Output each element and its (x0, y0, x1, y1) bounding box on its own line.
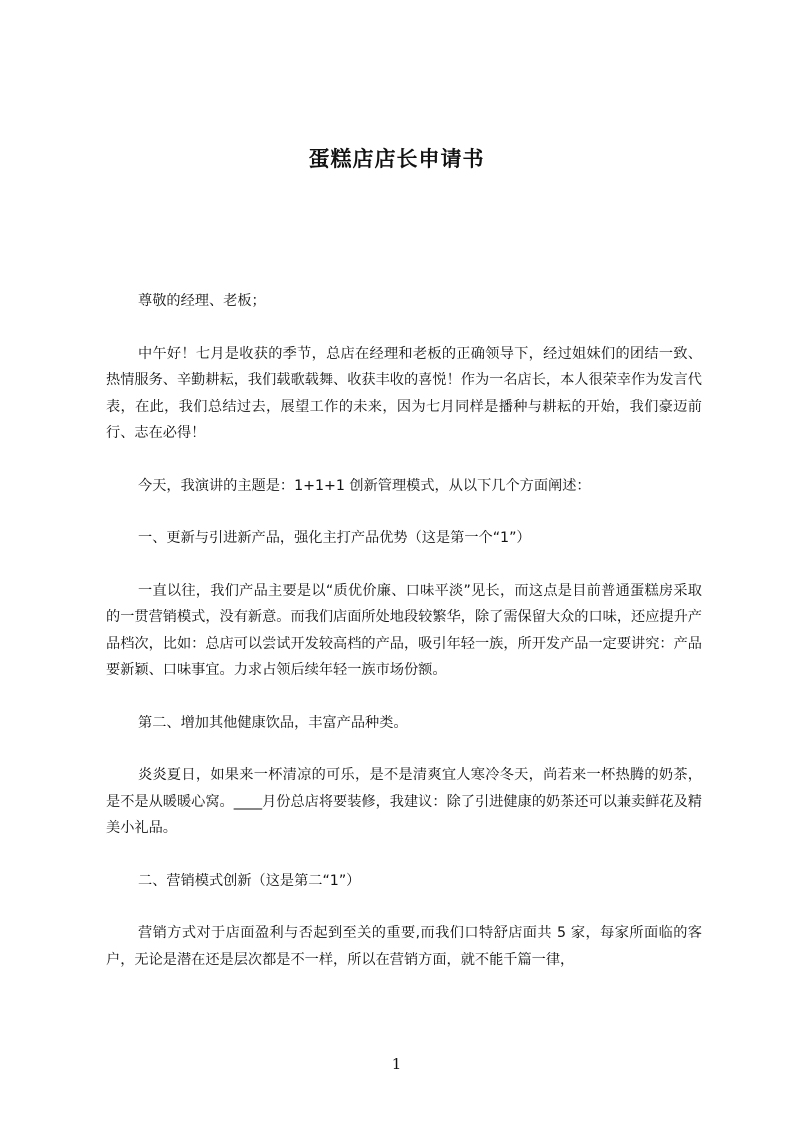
page-number: 1 (391, 1055, 402, 1073)
topic-paragraph: 今天，我演讲的主题是：1+1+1 创新管理模式，从以下几个方面阐述： (138, 477, 591, 494)
section-heading-1: 一、更新与引进新产品，强化主打产品优势（这是第一个“1”） (138, 530, 531, 546)
salutation: 尊敬的经理、老板； (138, 293, 266, 309)
subsection-heading-2: 第二、增加其他健康饮品，丰富产品种类。 (138, 714, 408, 731)
body-paragraph: 炎炎夏日，如果来一杯清凉的可乐，是不是清爽宜人寒冷冬天，尚若来一杯热腾的奶茶，是不是从暖暖心窝。____月份总店将要装修，我建议：除了引进健康的奶茶还可以兼卖鲜花及精美小礼品。 (106, 767, 702, 836)
body-paragraph: 一直以往，我们产品主要是以“质优价廉、口味平淡”见长，而这点是目前普通蛋糕房采取的一贯营销模式，没有新意。而我们店面所处地段较繁华，除了需保留大众的口味，还应提升产品档次，比如：总店可以尝试开发较高档的产品，吸引年轻一族，所开发产品一定要讲究：产品要新颖、口味事宜。力求占领后续年轻一族市场份额。 (106, 582, 702, 678)
body-paragraph: 营销方式对于店面盈利与否起到至关的重要,而我们口特舒店面共 5 家，每家所面临的客户，无论是潜在还是层次都是不一样，所以在营销方面，就不能千篇一律， (106, 925, 702, 968)
section-heading-2: 二、营销模式创新（这是第二“1”） (138, 872, 361, 889)
document-title: 蛋糕店店长申请书 (308, 147, 485, 171)
document-body (106, 288, 702, 973)
opening-paragraph: 中午好！七月是收获的季节，总店在经理和老板的正确领导下，经过姐妹们的团结一致、热情服务、辛勤耕耘，我们载歌载舞、收获丰收的喜悦！作为一名店长，本人很荣幸作为发言代表，在此，我们总结过去，展望工作的未来，因为七月同样是播种与耕耘的开始，我们豪迈前行、志在必得！ (106, 345, 702, 441)
